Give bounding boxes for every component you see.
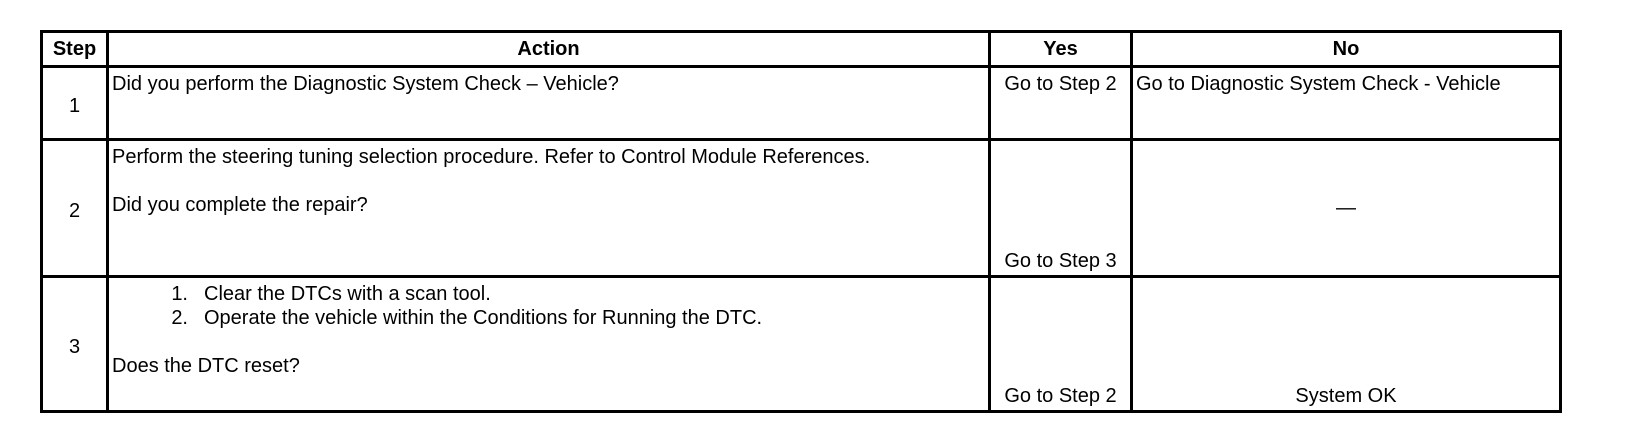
action-cell xyxy=(108,277,990,412)
no-outcome: System OK xyxy=(1132,277,1561,412)
no-outcome: — xyxy=(1132,140,1561,277)
no-outcome[interactable]: Go to Diagnostic System Check - Vehicle xyxy=(1132,67,1561,140)
table-row xyxy=(42,277,1561,412)
table-row xyxy=(42,67,1561,140)
header-step: Step xyxy=(42,32,108,67)
diagnostic-table xyxy=(40,30,1562,413)
list-item-text: Operate the vehicle within the Conditions for Running the DTC. xyxy=(204,307,763,329)
list-item xyxy=(112,306,986,330)
step-number: 2 xyxy=(42,140,108,277)
action-question: Does the DTC reset? xyxy=(112,355,300,377)
action-steps-list xyxy=(112,282,986,330)
spacer xyxy=(112,330,986,354)
step-number: 3 xyxy=(42,277,108,412)
step-number: 1 xyxy=(42,67,108,140)
spacer xyxy=(112,169,986,193)
list-item-number: 2. xyxy=(171,307,188,329)
yes-outcome[interactable]: Go to Step 2 xyxy=(990,277,1132,412)
header-action: Action xyxy=(108,32,990,67)
table-row xyxy=(42,140,1561,277)
header-yes: Yes xyxy=(990,32,1132,67)
list-item-number: 1. xyxy=(171,283,188,305)
action-cell xyxy=(108,140,990,277)
yes-outcome[interactable]: Go to Step 3 xyxy=(990,140,1132,277)
action-instruction: Perform the steering tuning selection procedure. Refer to Control Module References. xyxy=(112,146,871,168)
header-row xyxy=(42,32,1561,67)
list-item xyxy=(112,282,986,306)
action-question: Did you complete the repair? xyxy=(112,194,368,216)
action-text: Did you perform the Diagnostic System Check – Vehicle? xyxy=(108,67,990,140)
header-no: No xyxy=(1132,32,1561,67)
list-item-text: Clear the DTCs with a scan tool. xyxy=(204,283,491,305)
yes-outcome[interactable]: Go to Step 2 xyxy=(990,67,1132,140)
